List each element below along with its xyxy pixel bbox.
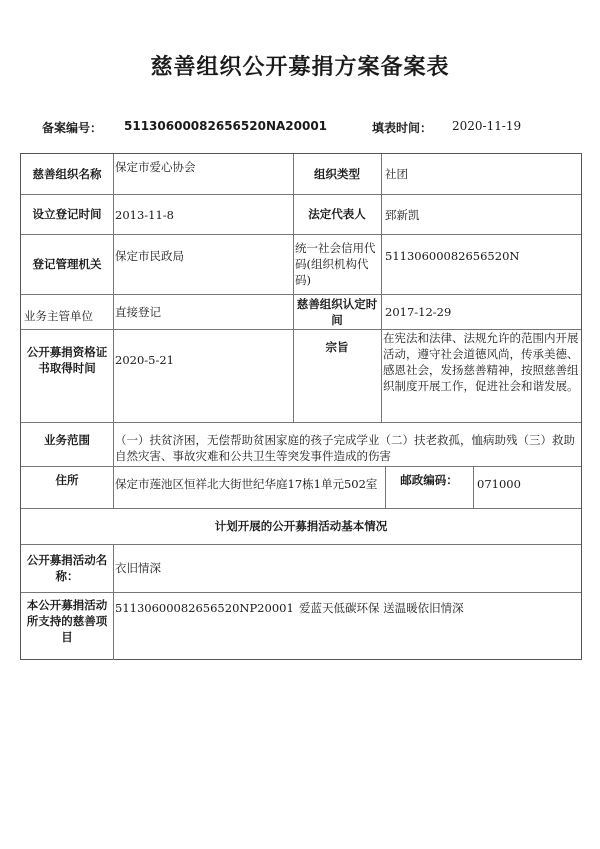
- purpose-value: 在宪法和法律、法规允许的范围内开展活动，遵守社会道德风尚，传承美德、感恩社会，发扬慈善精神，按照慈善组织制度开展工作，促进社会和谐发展。: [383, 331, 579, 393]
- fill-date-value: 2020-11-19: [452, 119, 522, 133]
- project-name: 爱蓝天低碳环保 送温暖依旧情深: [299, 601, 464, 615]
- org-name-label: 慈善组织名称: [32, 167, 102, 181]
- activity-name-label: 公开募捐活动名称：: [26, 553, 108, 583]
- zip-value: 071000: [477, 477, 521, 491]
- legal-rep-label: 法定代表人: [308, 207, 366, 221]
- setup-date-label: 设立登记时间: [32, 207, 102, 221]
- page-title: 慈善组织公开募捐方案备案表: [150, 55, 450, 80]
- recognize-date-label: 慈善组织认定时间: [296, 296, 378, 327]
- project-label: 本公开募捐活动所支持的慈善项目: [26, 598, 108, 644]
- address-value: 保定市莲池区恒祥北大街世纪华庭17栋1单元502室: [115, 477, 378, 491]
- recognize-date-value: 2017-12-29: [385, 305, 452, 319]
- credit-code-label: 统一社会信用代码(组织机构代码): [295, 241, 376, 287]
- project-code: 51130600082656520NP20001: [115, 601, 294, 615]
- fill-date-label: 填表时间：: [372, 121, 433, 135]
- credit-code-value: 51130600082656520N: [385, 249, 520, 263]
- scope-label: 业务范围: [44, 433, 90, 447]
- supervisor-value: 直接登记: [115, 305, 161, 319]
- reg-authority-value: 保定市民政局: [115, 249, 184, 263]
- record-no-value: 51130600082656520NA20001: [124, 119, 328, 133]
- qualify-date-label: 公开募捐资格证书取得时间: [26, 345, 108, 375]
- setup-date-value: 2013-11-8: [115, 208, 174, 222]
- record-form-table: [20, 153, 582, 660]
- scope-value: （一）扶贫济困，无偿帮助贫困家庭的孩子完成学业（二）扶老救孤，恤病助残（三）救助自然灾害、事故灾难和公共卫生等突发事件造成的伤害: [115, 433, 575, 463]
- plan-section-title: 计划开展的公开募捐活动基本情况: [214, 519, 388, 533]
- record-no-label: 备案编号：: [42, 121, 103, 135]
- supervisor-label: 业务主管单位: [24, 309, 93, 323]
- activity-name-value: 衣旧情深: [115, 561, 161, 575]
- org-type-value: 社团: [385, 167, 408, 181]
- zip-label: 邮政编码：: [400, 473, 458, 487]
- qualify-date-value: 2020-5-21: [115, 353, 174, 367]
- org-name-value: 保定市爱心协会: [115, 160, 196, 174]
- org-type-label: 组织类型: [314, 167, 360, 181]
- purpose-label: 宗旨: [325, 340, 349, 354]
- reg-authority-label: 登记管理机关: [32, 257, 102, 271]
- legal-rep-value: 郅新凯: [385, 208, 420, 222]
- address-label: 住所: [55, 473, 79, 487]
